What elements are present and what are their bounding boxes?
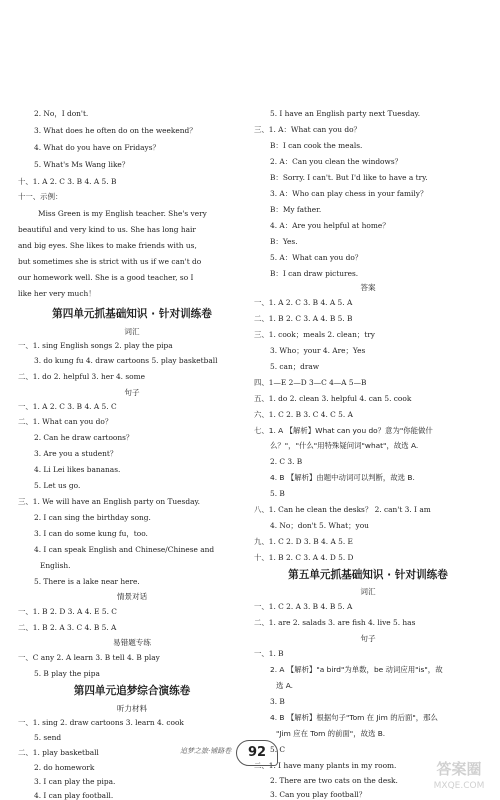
section-title: 第五单元抓基础知识 · 针对训练卷 — [288, 569, 448, 581]
section-title: 第四单元抓基础知识 · 针对训练卷 — [52, 308, 212, 320]
text-line: 二、1. I have many plants in my room. — [254, 761, 397, 770]
text-line: B：I can cook the meals. — [270, 141, 363, 150]
subsection-label: 词汇 — [124, 327, 140, 336]
watermark-logo — [424, 754, 494, 794]
text-line: 5. A：What can you do？ — [270, 253, 363, 262]
text-line: 5. C — [270, 745, 286, 754]
text-line: 二、1. B 2. C 3. A 4. B 5. B — [254, 314, 353, 323]
text-line: 2. A 【解析】"a bird"为单数，be 动词应用"is"，故 — [270, 665, 443, 674]
text-line: 二、1. are 2. salads 3. are fish 4. live 5. has — [254, 618, 416, 627]
section-title: 第四单元追梦综合演练卷 — [73, 685, 191, 697]
text-line: 4. What do you have on Fridays？ — [34, 143, 160, 152]
text-line: 三、1. A：What can you do？ — [254, 125, 361, 134]
text-line: 一、1. B 2. D 3. A 4. E 5. C — [18, 607, 117, 616]
subsection-label: 情景对话 — [116, 592, 148, 601]
essay-line: and big eyes. She likes to make friends with us, — [18, 241, 197, 250]
text-line: 5. send — [34, 733, 62, 742]
text-line: 二、1. play basketball — [18, 748, 99, 757]
text-line: 2. Can he draw cartoons？ — [34, 433, 134, 442]
text-line: 4. A：Are you helpful at home？ — [270, 221, 390, 230]
text-line: 5. There is a lake near here. — [34, 577, 140, 586]
text-line: 三、1. cook；meals 2. clean；try — [254, 330, 375, 339]
subsection-label: 词汇 — [360, 587, 376, 596]
text-line: 十、1. B 2. C 3. A 4. D 5. D — [254, 553, 354, 562]
text-line: 5. What's Ms Wang like？ — [34, 160, 130, 169]
text-line: "Jim 应在 Tom 的前面"，故选 B. — [276, 729, 386, 738]
text-line: 3. What does he often do on the weekend？ — [34, 126, 197, 135]
text-line: 2. C 3. B — [270, 457, 303, 466]
subsection-label: 句子 — [360, 634, 376, 643]
text-line: 4. Li Lei likes bananas. — [34, 465, 121, 474]
text-line: 3. Who；your 4. Are；Yes — [270, 346, 366, 355]
text-line: 选 A. — [276, 681, 294, 690]
text-line: 2. do homework — [34, 763, 95, 772]
essay-line: our homework well. She is a good teacher, so I — [18, 273, 194, 282]
text-line: 3. Can you play football？ — [270, 790, 367, 799]
text-line: 五、1. do 2. clean 3. helpful 4. can 5. cook — [254, 394, 412, 403]
text-line: 一、1. A 2. C 3. B 4. A 5. A — [254, 298, 353, 307]
text-line: 二、1. B 2. A 3. C 4. B 5. A — [18, 623, 117, 632]
text-line: 九、1. C 2. D 3. B 4. A 5. E — [254, 537, 353, 546]
text-line: 四、1—E 2—D 3—C 4—A 5—B — [254, 378, 367, 387]
text-line: 一、1. B — [254, 649, 284, 658]
series-logo: 追梦之旅·铺路卷 — [180, 747, 232, 755]
text-line: 三、1. We will have an English party on Tuesday. — [18, 497, 201, 506]
text-line: 3. Are you a student？ — [34, 449, 118, 458]
text-line: 4. No；don't 5. What；you — [270, 521, 369, 530]
watermark-url: MXQE.COM — [433, 781, 485, 791]
text-line: 5. B — [270, 489, 285, 498]
text-line: 一、1. sing English songs 2. play the pipa — [18, 341, 173, 350]
text-line: 么？"，"什么"用特殊疑问词"what"，故选 A. — [270, 441, 419, 450]
subsection-label: 答案 — [360, 283, 376, 292]
text-line: 5. Let us go. — [34, 481, 81, 490]
text-line: 二、1. What can you do？ — [18, 417, 113, 426]
text-line: 一、C any 2. A learn 3. B tell 4. B play — [18, 653, 160, 662]
left-column — [18, 0, 246, 800]
text-line: 2. I can sing the birthday song. — [34, 513, 151, 522]
text-line: 六、1. C 2. B 3. C 4. C 5. A — [254, 410, 353, 419]
text-line: 七、1. A 【解析】What can you do？意为"你能做什 — [254, 426, 433, 435]
text-line: 3. I can do some kung fu，too. — [34, 529, 148, 538]
watermark-text: 答案圈 — [436, 760, 482, 778]
text-line: 5. I have an English party next Tuesday. — [270, 109, 421, 118]
page-number: 92 — [236, 740, 278, 766]
text-line: 3. B — [270, 697, 285, 706]
subsection-label: 句子 — [124, 388, 140, 397]
text-line: 3. do kung fu 4. draw cartoons 5. play basketball — [34, 356, 218, 365]
text-line: 一、1. A 2. C 3. B 4. A 5. C — [18, 402, 117, 411]
text-line: 5. B play the pipa — [34, 669, 100, 678]
text-line: 3. A：Who can play chess in your family？ — [270, 189, 428, 198]
essay-line: like her very much！ — [18, 289, 96, 298]
text-line: 2. There are two cats on the desk. — [270, 776, 398, 785]
essay-line: beautiful and very kind to us. She has long hair — [18, 225, 196, 234]
text-line: 十、1. A 2. C 3. B 4. A 5. B — [18, 177, 117, 186]
text-line: 5. can；draw — [270, 362, 320, 371]
subsection-label: 听力材料 — [116, 704, 148, 713]
text-line: B：I can draw pictures. — [270, 269, 359, 278]
text-line: B：Yes. — [270, 237, 298, 246]
right-column — [254, 0, 482, 800]
essay-line: Miss Green is my English teacher. She's very — [38, 209, 207, 218]
text-line: 2. No，I don't. — [34, 109, 89, 118]
essay-line: but sometimes she is strict with us if we can't do — [18, 257, 202, 266]
text-line: 4. B 【解析】根据句子"Tom 在 Jim 的后面"，那么 — [270, 713, 438, 722]
text-line: 4. I can play football. — [34, 791, 114, 800]
text-line: 二、1. do 2. helpful 3. her 4. some — [18, 372, 145, 381]
page-footer — [180, 740, 320, 768]
text-line: 一、1. C 2. A 3. B 4. B 5. A — [254, 602, 353, 611]
text-line: 4. I can speak English and Chinese/Chinese and — [34, 545, 215, 554]
text-line: 一、1. sing 2. draw cartoons 3. learn 4. cook — [18, 718, 184, 727]
text-line: 2. A：Can you clean the windows？ — [270, 157, 403, 166]
text-line: 4. B 【解析】由题中动词可以判断，故选 B. — [270, 473, 415, 482]
text-line: 3. I can play the pipa. — [34, 777, 116, 786]
text-line: B：Sorry. I can't. But I'd like to have a try. — [270, 173, 428, 182]
text-line: 八、1. Can he clean the desks？ 2. can't 3. I am — [254, 505, 431, 514]
text-line: 十一、示例： — [18, 192, 63, 201]
subsection-label: 易错题专练 — [113, 638, 151, 647]
text-line: English. — [40, 561, 71, 570]
text-line: B：My father. — [270, 205, 322, 214]
